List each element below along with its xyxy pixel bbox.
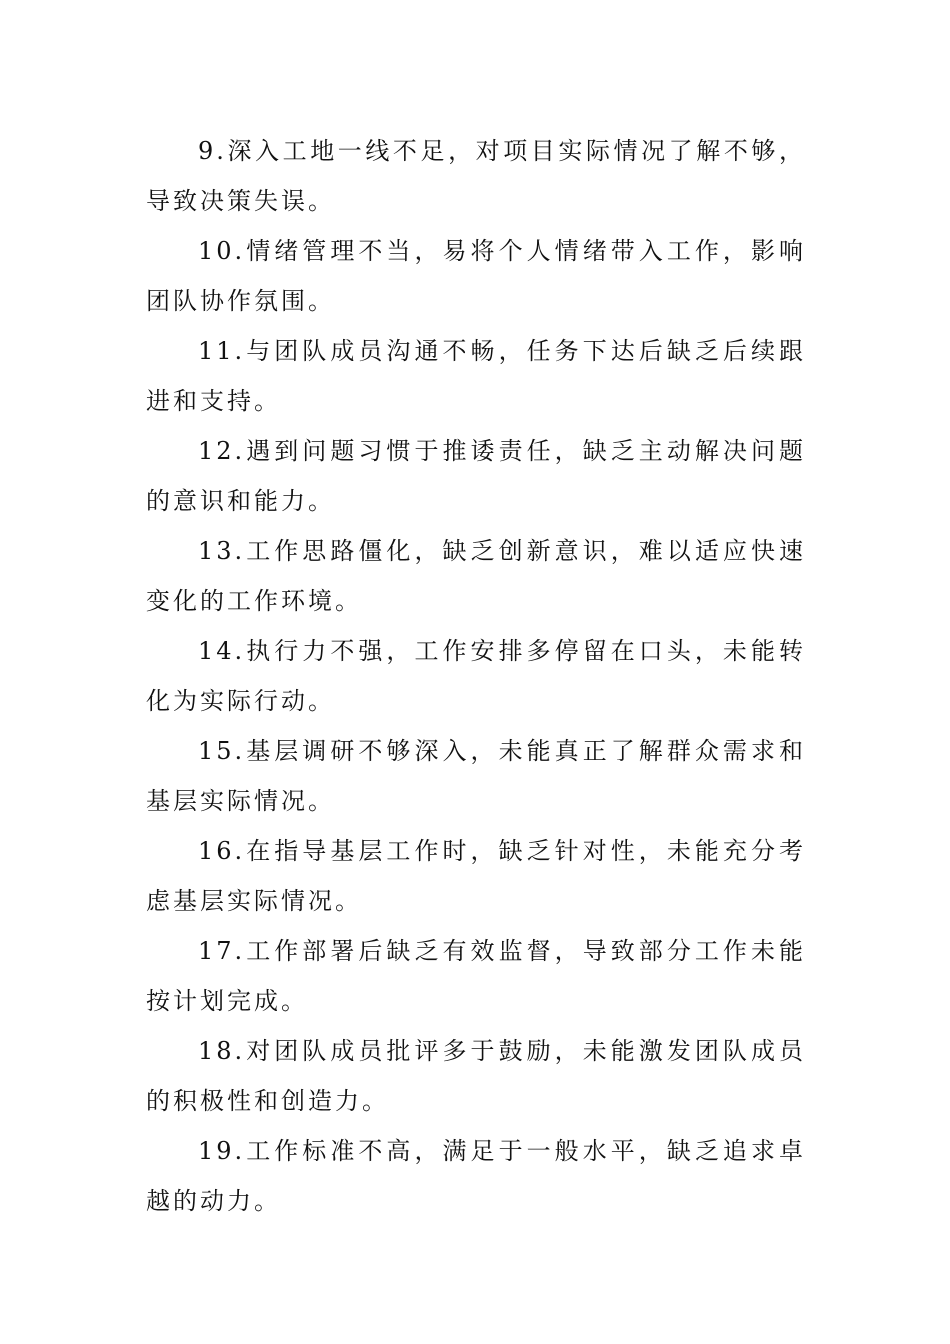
list-item: 16.在指导基层工作时，缺乏针对性，未能充分考虑基层实际情况。 bbox=[146, 837, 806, 915]
issue-list bbox=[146, 126, 806, 1226]
list-item: 17.工作部署后缺乏有效监督，导致部分工作未能按计划完成。 bbox=[146, 937, 806, 1015]
list-item: 19.工作标准不高，满足于一般水平，缺乏追求卓越的动力。 bbox=[146, 1137, 806, 1215]
list-item: 12.遇到问题习惯于推诿责任，缺乏主动解决问题的意识和能力。 bbox=[146, 437, 806, 515]
list-item: 18.对团队成员批评多于鼓励，未能激发团队成员的积极性和创造力。 bbox=[146, 1037, 806, 1115]
list-item: 13.工作思路僵化，缺乏创新意识，难以适应快速变化的工作环境。 bbox=[146, 537, 806, 615]
list-item: 14.执行力不强，工作安排多停留在口头，未能转化为实际行动。 bbox=[146, 637, 806, 715]
list-item: 9.深入工地一线不足，对项目实际情况了解不够，导致决策失误。 bbox=[146, 137, 806, 215]
list-item: 15.基层调研不够深入，未能真正了解群众需求和基层实际情况。 bbox=[146, 737, 806, 815]
list-item: 11.与团队成员沟通不畅，任务下达后缺乏后续跟进和支持。 bbox=[146, 337, 806, 415]
list-item: 10.情绪管理不当，易将个人情绪带入工作，影响团队协作氛围。 bbox=[146, 237, 806, 315]
